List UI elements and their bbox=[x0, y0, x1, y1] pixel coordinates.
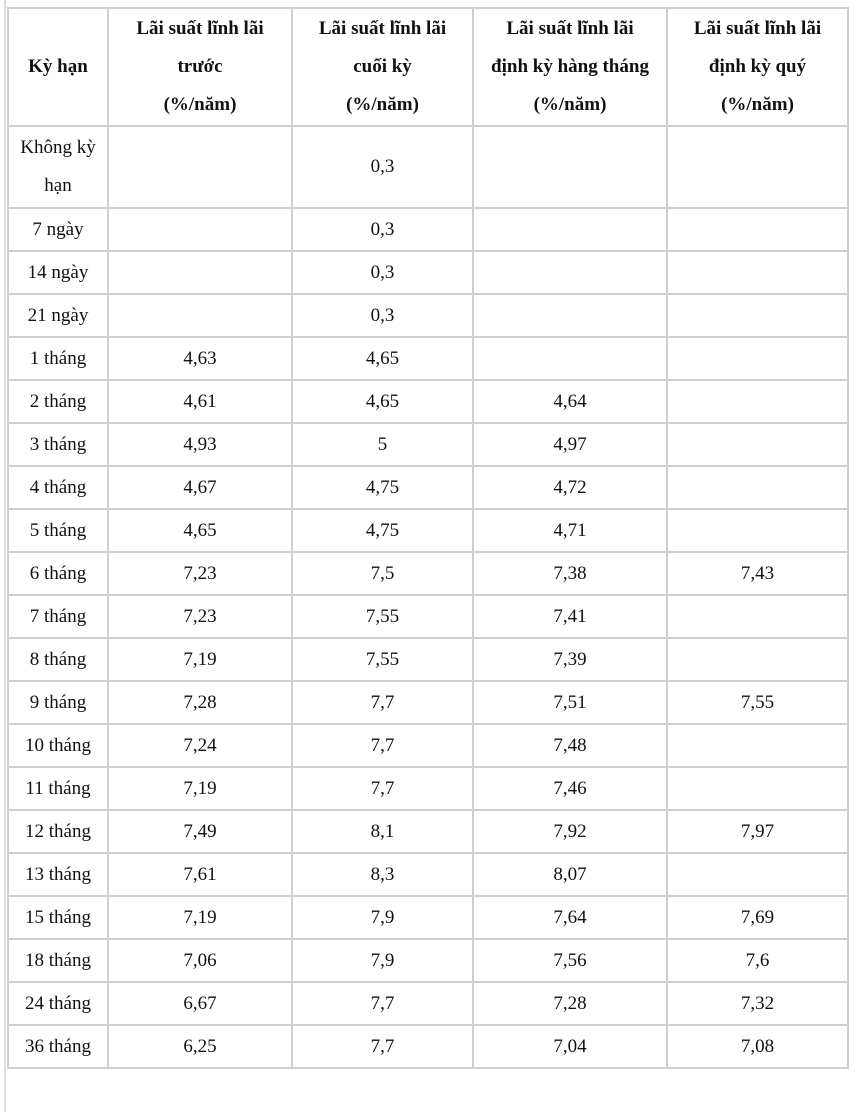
table-row bbox=[8, 724, 848, 767]
cell-end-of-term-rate: 7,7 bbox=[292, 1025, 473, 1068]
cell-prepaid-rate bbox=[108, 251, 292, 294]
cell-quarterly-rate bbox=[667, 380, 848, 423]
cell-term: 2 tháng bbox=[8, 380, 108, 423]
cell-quarterly-rate bbox=[667, 638, 848, 681]
table-row bbox=[8, 1025, 848, 1068]
cell-end-of-term-rate: 7,9 bbox=[292, 939, 473, 982]
cell-end-of-term-rate: 0,3 bbox=[292, 126, 473, 208]
cell-prepaid-rate: 6,67 bbox=[108, 982, 292, 1025]
cell-monthly-rate: 7,04 bbox=[473, 1025, 667, 1068]
cell-monthly-rate: 7,48 bbox=[473, 724, 667, 767]
cell-end-of-term-rate: 5 bbox=[292, 423, 473, 466]
header-line: định kỳ quý bbox=[708, 56, 807, 77]
table-row bbox=[8, 380, 848, 423]
cell-prepaid-rate: 4,67 bbox=[108, 466, 292, 509]
cell-end-of-term-rate: 4,75 bbox=[292, 509, 473, 552]
cell-term: 6 tháng bbox=[8, 552, 108, 595]
cell-term: 13 tháng bbox=[8, 853, 108, 896]
cell-quarterly-rate: 7,6 bbox=[667, 939, 848, 982]
header-term bbox=[8, 8, 108, 126]
cell-monthly-rate: 8,07 bbox=[473, 853, 667, 896]
header-line: Lãi suất lĩnh lãi bbox=[693, 18, 822, 39]
cell-monthly-rate: 7,41 bbox=[473, 595, 667, 638]
cell-term: 12 tháng bbox=[8, 810, 108, 853]
header-line: cuối kỳ bbox=[353, 56, 412, 77]
cell-prepaid-rate: 4,61 bbox=[108, 380, 292, 423]
cell-prepaid-rate: 7,23 bbox=[108, 552, 292, 595]
cell-prepaid-rate: 7,19 bbox=[108, 896, 292, 939]
cell-prepaid-rate bbox=[108, 126, 292, 208]
header-line: Lãi suất lĩnh lãi bbox=[136, 18, 264, 39]
cell-prepaid-rate: 7,61 bbox=[108, 853, 292, 896]
cell-prepaid-rate bbox=[108, 294, 292, 337]
cell-prepaid-rate: 4,65 bbox=[108, 509, 292, 552]
cell-prepaid-rate: 4,63 bbox=[108, 337, 292, 380]
table-row bbox=[8, 294, 848, 337]
table-row bbox=[8, 126, 848, 208]
cell-monthly-rate bbox=[473, 208, 667, 251]
cell-monthly-rate: 7,51 bbox=[473, 681, 667, 724]
cell-end-of-term-rate: 0,3 bbox=[292, 251, 473, 294]
cell-term: 18 tháng bbox=[8, 939, 108, 982]
table-row bbox=[8, 810, 848, 853]
table-row bbox=[8, 681, 848, 724]
cell-monthly-rate: 7,38 bbox=[473, 552, 667, 595]
cell-quarterly-rate bbox=[667, 208, 848, 251]
cell-term: 14 ngày bbox=[8, 251, 108, 294]
cell-end-of-term-rate: 7,7 bbox=[292, 681, 473, 724]
cell-end-of-term-rate: 4,75 bbox=[292, 466, 473, 509]
cell-end-of-term-rate: 8,3 bbox=[292, 853, 473, 896]
table-row bbox=[8, 466, 848, 509]
cell-quarterly-rate bbox=[667, 767, 848, 810]
cell-end-of-term-rate: 7,7 bbox=[292, 724, 473, 767]
header-line: (%/năm) bbox=[533, 94, 607, 115]
header-line: Lãi suất lĩnh lãi bbox=[506, 18, 634, 39]
cell-quarterly-rate: 7,43 bbox=[667, 552, 848, 595]
cell-term: 9 tháng bbox=[8, 681, 108, 724]
cell-end-of-term-rate: 4,65 bbox=[292, 380, 473, 423]
table-row bbox=[8, 853, 848, 896]
cell-term: 7 tháng bbox=[8, 595, 108, 638]
table-body bbox=[8, 126, 848, 1068]
cell-end-of-term-rate: 4,65 bbox=[292, 337, 473, 380]
cell-term: 4 tháng bbox=[8, 466, 108, 509]
cell-quarterly-rate bbox=[667, 294, 848, 337]
cell-prepaid-rate: 7,28 bbox=[108, 681, 292, 724]
header-prepaid-rate bbox=[108, 8, 292, 126]
table-row bbox=[8, 638, 848, 681]
cell-monthly-rate: 4,71 bbox=[473, 509, 667, 552]
cell-quarterly-rate bbox=[667, 126, 848, 208]
cell-quarterly-rate bbox=[667, 595, 848, 638]
table-row bbox=[8, 423, 848, 466]
cell-term: 8 tháng bbox=[8, 638, 108, 681]
cell-end-of-term-rate: 7,9 bbox=[292, 896, 473, 939]
cell-prepaid-rate: 7,23 bbox=[108, 595, 292, 638]
cell-monthly-rate bbox=[473, 251, 667, 294]
header-monthly-rate bbox=[473, 8, 667, 126]
table-row bbox=[8, 509, 848, 552]
cell-term: 10 tháng bbox=[8, 724, 108, 767]
cell-term: 1 tháng bbox=[8, 337, 108, 380]
header-line: Kỳ hạn bbox=[28, 56, 88, 77]
cell-monthly-rate: 4,72 bbox=[473, 466, 667, 509]
cell-term: 11 tháng bbox=[8, 767, 108, 810]
cell-prepaid-rate: 7,49 bbox=[108, 810, 292, 853]
header-end-of-term-rate bbox=[292, 8, 473, 126]
header-line: trước bbox=[177, 56, 223, 77]
cell-prepaid-rate: 7,19 bbox=[108, 638, 292, 681]
cell-prepaid-rate: 4,93 bbox=[108, 423, 292, 466]
table-row bbox=[8, 337, 848, 380]
cell-quarterly-rate: 7,08 bbox=[667, 1025, 848, 1068]
cell-quarterly-rate bbox=[667, 509, 848, 552]
table-row bbox=[8, 982, 848, 1025]
cell-monthly-rate: 4,64 bbox=[473, 380, 667, 423]
cell-prepaid-rate bbox=[108, 208, 292, 251]
cell-end-of-term-rate: 7,55 bbox=[292, 638, 473, 681]
cell-monthly-rate: 7,39 bbox=[473, 638, 667, 681]
cell-term: 3 tháng bbox=[8, 423, 108, 466]
cell-monthly-rate bbox=[473, 126, 667, 208]
cell-quarterly-rate: 7,55 bbox=[667, 681, 848, 724]
cell-monthly-rate bbox=[473, 294, 667, 337]
header-line: (%/năm) bbox=[346, 94, 419, 115]
cell-quarterly-rate: 7,32 bbox=[667, 982, 848, 1025]
cell-prepaid-rate: 7,06 bbox=[108, 939, 292, 982]
header-line: Lãi suất lĩnh lãi bbox=[318, 18, 447, 39]
table-row bbox=[8, 767, 848, 810]
cell-end-of-term-rate: 0,3 bbox=[292, 208, 473, 251]
cell-prepaid-rate: 7,24 bbox=[108, 724, 292, 767]
cell-term: 24 tháng bbox=[8, 982, 108, 1025]
cell-quarterly-rate bbox=[667, 423, 848, 466]
cell-prepaid-rate: 6,25 bbox=[108, 1025, 292, 1068]
cell-prepaid-rate: 7,19 bbox=[108, 767, 292, 810]
table-header-row bbox=[8, 8, 848, 126]
cell-end-of-term-rate: 7,7 bbox=[292, 982, 473, 1025]
cell-end-of-term-rate: 7,55 bbox=[292, 595, 473, 638]
cell-monthly-rate: 7,92 bbox=[473, 810, 667, 853]
interest-rate-table-container bbox=[7, 7, 849, 1069]
cell-quarterly-rate bbox=[667, 337, 848, 380]
cell-term: 21 ngày bbox=[8, 294, 108, 337]
table-row bbox=[8, 251, 848, 294]
table-row bbox=[8, 939, 848, 982]
cell-monthly-rate: 7,28 bbox=[473, 982, 667, 1025]
header-line: định kỳ hàng tháng bbox=[491, 56, 649, 77]
table-row bbox=[8, 208, 848, 251]
interest-rate-table bbox=[7, 7, 849, 1069]
cell-quarterly-rate: 7,69 bbox=[667, 896, 848, 939]
cell-monthly-rate: 7,64 bbox=[473, 896, 667, 939]
header-line: (%/năm) bbox=[721, 94, 794, 115]
cell-term: 15 tháng bbox=[8, 896, 108, 939]
header-line: (%/năm) bbox=[163, 94, 237, 115]
cell-end-of-term-rate: 7,7 bbox=[292, 767, 473, 810]
cell-term: 7 ngày bbox=[8, 208, 108, 251]
cell-quarterly-rate bbox=[667, 466, 848, 509]
header-quarterly-rate bbox=[667, 8, 848, 126]
cell-monthly-rate: 7,56 bbox=[473, 939, 667, 982]
cell-monthly-rate bbox=[473, 337, 667, 380]
cell-term: 36 tháng bbox=[8, 1025, 108, 1068]
page-edge-border bbox=[0, 0, 6, 1112]
table-row bbox=[8, 595, 848, 638]
cell-end-of-term-rate: 7,5 bbox=[292, 552, 473, 595]
cell-quarterly-rate bbox=[667, 251, 848, 294]
cell-quarterly-rate bbox=[667, 724, 848, 767]
cell-end-of-term-rate: 8,1 bbox=[292, 810, 473, 853]
cell-monthly-rate: 7,46 bbox=[473, 767, 667, 810]
cell-quarterly-rate bbox=[667, 853, 848, 896]
cell-term: 5 tháng bbox=[8, 509, 108, 552]
cell-term: Không kỳ hạn bbox=[8, 126, 108, 208]
cell-monthly-rate: 4,97 bbox=[473, 423, 667, 466]
cell-end-of-term-rate: 0,3 bbox=[292, 294, 473, 337]
table-row bbox=[8, 896, 848, 939]
table-row bbox=[8, 552, 848, 595]
cell-quarterly-rate: 7,97 bbox=[667, 810, 848, 853]
